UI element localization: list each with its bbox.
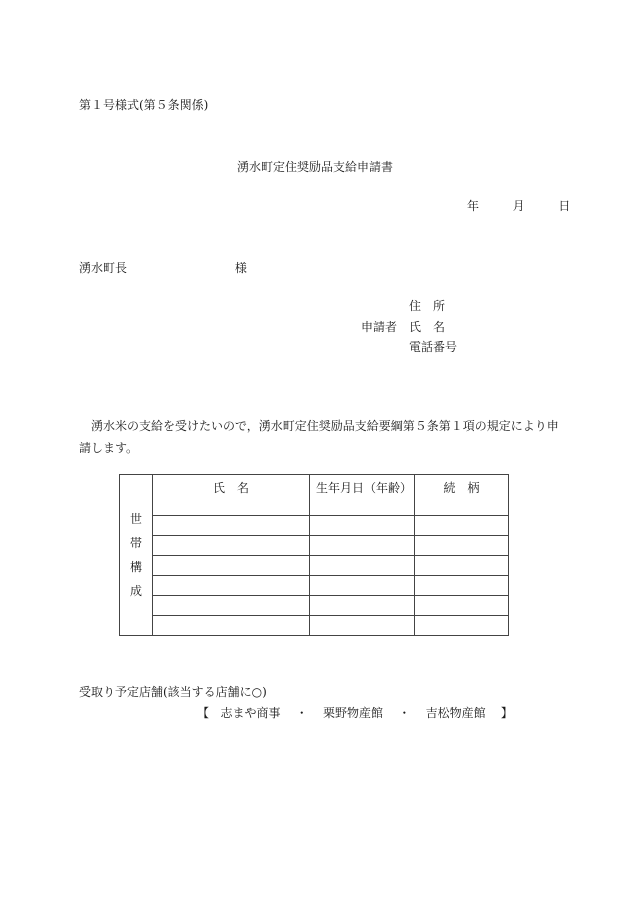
side-label-char: 世	[129, 512, 142, 526]
name-cell[interactable]	[153, 516, 310, 536]
table-row	[120, 616, 509, 636]
form-number: 第１号様式(第５条関係)	[79, 98, 209, 112]
birthdate-cell[interactable]	[310, 536, 415, 556]
application-statement: 湧水米の支給を受けたいので，湧水町定住奨励品支給要綱第５条第１項の規定により申請します。	[79, 419, 559, 455]
date-year-label: 年	[467, 199, 480, 213]
addressee-name: 湧水町長	[79, 261, 128, 275]
applicant-label: 申請者	[361, 320, 398, 334]
relationship-cell[interactable]	[415, 536, 509, 556]
name-cell[interactable]	[153, 616, 310, 636]
name-cell[interactable]	[153, 596, 310, 616]
relationship-cell[interactable]	[415, 576, 509, 596]
birthdate-cell[interactable]	[310, 516, 415, 536]
store-option-yoshimatsu[interactable]: 吉松物産館	[425, 706, 486, 720]
store-option-shimaya[interactable]: 志まや商事	[220, 706, 281, 720]
store-separator: ・	[398, 706, 411, 720]
table-row	[120, 516, 509, 536]
date-day-label: 日	[558, 199, 571, 213]
side-label-char: 帯	[129, 536, 142, 550]
document-title: 湧水町定住奨励品支給申請書	[236, 160, 393, 174]
name-cell[interactable]	[153, 576, 310, 596]
birthdate-cell[interactable]	[310, 596, 415, 616]
name-cell[interactable]	[153, 536, 310, 556]
relationship-cell[interactable]	[415, 596, 509, 616]
table-row	[120, 556, 509, 576]
birthdate-cell[interactable]	[310, 576, 415, 596]
date-month-label: 月	[512, 199, 525, 213]
close-bracket: 】	[500, 706, 513, 720]
side-label-char: 構	[129, 560, 142, 574]
addressee	[79, 259, 247, 276]
table-row	[120, 536, 509, 556]
table-header-row	[120, 475, 509, 516]
pickup-store-options	[197, 704, 513, 721]
phone-label: 電話番号	[409, 340, 458, 354]
pickup-store-label: 受取り予定店舗(該当する店舗に○)	[79, 685, 267, 699]
store-separator: ・	[295, 706, 308, 720]
birthdate-cell[interactable]	[310, 556, 415, 576]
birthdate-cell[interactable]	[310, 616, 415, 636]
open-bracket: 【	[197, 706, 210, 720]
table-row	[120, 576, 509, 596]
date-line	[467, 197, 570, 214]
name-cell[interactable]	[153, 556, 310, 576]
header-relationship: 続 柄	[415, 475, 509, 516]
table-row	[120, 596, 509, 616]
relationship-cell[interactable]	[415, 516, 509, 536]
side-label-char: 成	[129, 584, 142, 598]
relationship-cell[interactable]	[415, 556, 509, 576]
household-composition-label	[120, 475, 153, 636]
relationship-cell[interactable]	[415, 616, 509, 636]
store-option-kurino[interactable]: 栗野物産館	[323, 706, 384, 720]
name-label: 氏 名	[409, 320, 446, 334]
household-table	[119, 474, 509, 636]
address-label: 住 所	[409, 299, 446, 313]
addressee-honorific: 様	[234, 261, 247, 275]
header-name: 氏 名	[153, 475, 310, 516]
header-birthdate: 生年月日（年齢）	[310, 475, 415, 516]
